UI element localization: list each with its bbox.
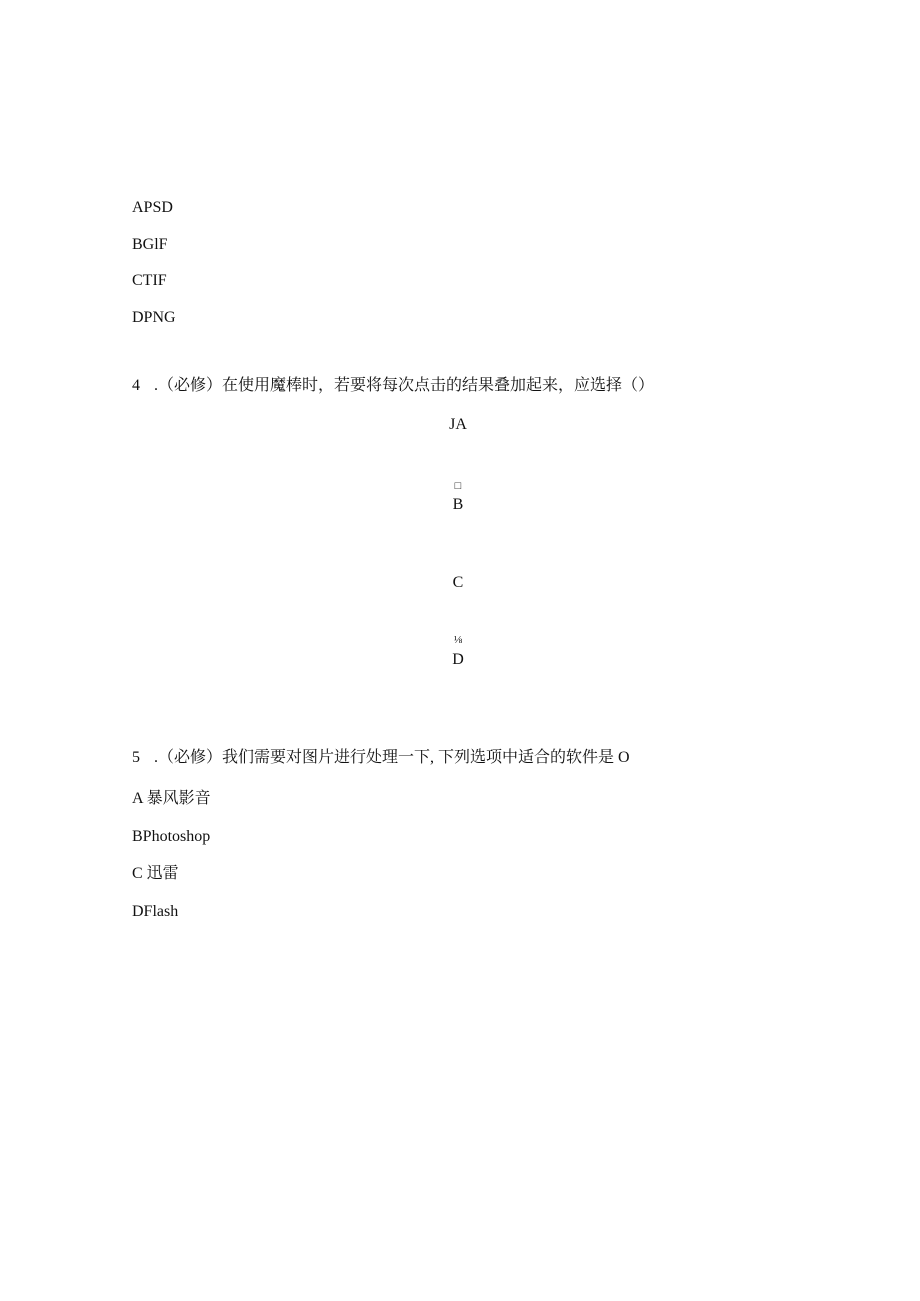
q5-option-b: BPhotoshop <box>132 828 211 845</box>
q4-stem <box>132 376 654 396</box>
q4-option-d: D <box>452 651 464 668</box>
q5-number: 5 <box>132 749 140 766</box>
q5-stem <box>132 748 630 768</box>
q5-option-d: DFlash <box>132 903 179 920</box>
q4-text: .（必修）在使用魔棒时，若要将每次点击的结果叠加起来，应选择（） <box>154 377 655 394</box>
q4-option-d-icon: ⅛ <box>453 634 463 646</box>
q5-option-c: C 迅雷 <box>132 865 179 882</box>
q3-option-c: CTIF <box>132 272 167 289</box>
q4-option-c: C <box>452 574 464 591</box>
q3-option-d: DPNG <box>132 309 176 326</box>
q4-option-b-icon: □ <box>454 480 462 492</box>
q5-text: .（必修）我们需要对图片进行处理一下, 下列选项中适合的软件是 O <box>154 749 630 766</box>
q3-option-a: APSD <box>132 199 173 216</box>
q4-option-a: JA <box>449 416 467 433</box>
q4-option-b: B <box>452 496 464 513</box>
q4-number: 4 <box>132 377 140 394</box>
q5-option-a: A 暴风影音 <box>132 790 211 807</box>
q3-option-b: BGlF <box>132 236 168 253</box>
